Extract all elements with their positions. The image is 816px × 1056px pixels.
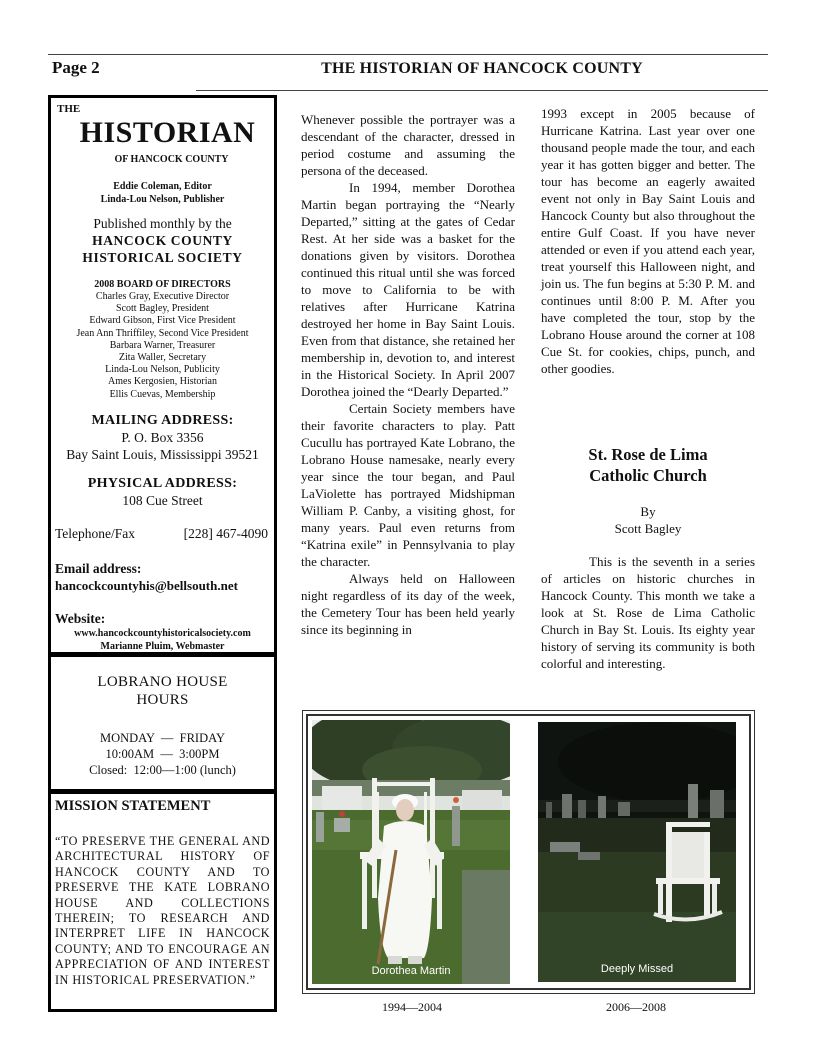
paragraph: Whenever possible the portrayer was a descendant of the character, dressed in period costume and assuming the persona of the deceased. — [301, 112, 515, 178]
director: Ellis Cuevas, Membership — [109, 388, 216, 400]
directors-list — [51, 291, 274, 401]
byline-by: By — [640, 504, 656, 519]
st-rose-title-2: Catholic Church — [589, 466, 707, 485]
director: Edward Gibson, First Vice President — [89, 315, 236, 327]
lobrano-hours: 10:00AM — 3:00PM — [105, 747, 220, 761]
website-url[interactable]: www.hancockcountyhistoricalsociety.com — [74, 628, 251, 639]
st-rose-title-1: St. Rose de Lima — [588, 445, 708, 464]
article-column-2 — [541, 105, 755, 377]
lobrano-days: MONDAY — FRIDAY — [99, 731, 226, 745]
published-line: Published monthly by the — [93, 216, 232, 231]
email-address[interactable]: hancockcountyhis@bellsouth.net — [55, 578, 238, 593]
article-column-1 — [301, 111, 515, 638]
byline-author: Scott Bagley — [614, 521, 682, 536]
photo-dorothea-martin-image — [312, 720, 510, 984]
editor: Eddie Coleman, Editor — [113, 181, 212, 192]
mailing-line-2: Bay Saint Louis, Mississippi 39521 — [66, 447, 259, 462]
paragraph: 1993 except in 2005 because of Hurricane Katrina. Last year over one thousand people made the tour, and each year it has gotten bigger and better. The tour has become an eagerly awaited event not only in Bay Saint Louis and Hancock County but also throughout the entire Gulf Coast. If you have never attended or even if you attend each year, treat yourself this Halloween night, and join us. The fun begins at 5:30 P. M. and continues until 8:00 P. M. After you have completed the tour, stop by the Lobrano House around the corner at 108 Cue St. for cookies, chips, punch, and other goodies. — [541, 106, 755, 376]
sidebar-the: THE — [57, 103, 81, 115]
masthead-title: THE HISTORIAN OF HANCOCK COUNTY — [321, 60, 643, 77]
paragraph: This is the seventh in a series of articles on historic churches in Hancock County. This month we take a look at St. Rose de Lima Catholic Church in Bay St. Louis. Its eighty year history of serving its community is both colorful and interesting. — [541, 554, 755, 671]
lobrano-closed: Closed: 12:00—1:00 (lunch) — [89, 763, 236, 777]
mailing-line-1: P. O. Box 3356 — [121, 430, 204, 445]
telephone-row — [55, 526, 268, 542]
director: Charles Gray, Executive Director — [95, 291, 230, 302]
society-line-1: HANCOCK COUNTY — [92, 233, 233, 248]
lobrano-hours-box — [48, 654, 277, 792]
email-heading: Email address: — [55, 561, 142, 576]
photo-deeply-missed — [538, 722, 736, 982]
photo-right-years: 2006—2008 — [606, 1000, 666, 1014]
physical-line: 108 Cue Street — [122, 493, 203, 508]
photo-deeply-missed-image — [538, 722, 736, 982]
masthead-rule — [196, 90, 768, 91]
mission-text: “TO PRESERVE THE GENERAL AND ARCHITECTURAL HISTORY OF HANCOCK COUNTY AND TO PRESERVE THE KATE LOBRANO HOUSE AND COLLECTIONS THEREIN; TO RESEARCH AND INTERPRET LIFE IN HANCOCK COUNTY; AND TO ENCOURAGE AN APPRECIATION OF AND INTEREST IN HISTORICAL PRESERVATION.” — [55, 834, 270, 987]
photo-left-years: 1994—2004 — [382, 1000, 442, 1014]
telephone-value: [228] 467-4090 — [183, 526, 268, 541]
director: Scott Bagley, President — [116, 303, 209, 315]
telephone-label: Telephone/Fax — [55, 526, 136, 541]
website-heading: Website: — [55, 611, 106, 626]
mission-box — [48, 791, 277, 1012]
paragraph: Always held on Halloween night regardless of its day of the week, the Cemetery Tour has been held yearly since its beginning in — [301, 571, 515, 637]
publisher: Linda-Lou Nelson, Publisher — [100, 194, 225, 205]
director: Jean Ann Thriffiley, Second Vice President — [76, 327, 249, 339]
webmaster: Marianne Pluim, Webmaster — [100, 641, 225, 652]
sidebar-subtitle: OF HANCOCK COUNTY — [114, 154, 229, 165]
mailing-heading: MAILING ADDRESS: — [91, 413, 234, 428]
byline — [541, 503, 755, 537]
paragraph: Certain Society members have their favorite characters to play. Patt Cucullu has portrayed Kate Lobrano, the Lobrano House namesake, nearly every year since the tour began, and Paul LaViolette has portrayed Midshipman William P. Canby, a visiting ghost, for many years. Paul even returns from “Katrina exile” in Pennsylvania to play the character. — [301, 401, 515, 569]
paragraph: In 1994, member Dorothea Martin began portraying the “Nearly Departed,” sitting at the gates of Cedar Rest. At her side was a basket for the donations given by visitors. Dorothea continued this ritual until she was forced to move to California to be with relatives after Hurricane Katrina destroyed her home in Bay Saint Louis. Even from that distance, she retained her membership in, devotion to, and interest in the Historical Society. In April 2007 Dorothea joined the “Dearly Departed.” — [301, 180, 515, 399]
mission-title: MISSION STATEMENT — [55, 798, 211, 814]
photo-dorothea-martin — [312, 720, 510, 984]
page-number: Page 2 — [52, 58, 100, 77]
director: Barbara Warner, Treasurer — [109, 339, 216, 351]
top-rule — [48, 54, 768, 55]
society-line-2: HISTORICAL SOCIETY — [82, 250, 243, 265]
photo-right-caption: Deeply Missed — [600, 963, 674, 975]
photo-left-caption: Dorothea Martin — [371, 965, 451, 977]
st-rose-heading — [541, 444, 755, 486]
info-box — [48, 95, 277, 655]
lobrano-title-2: HOURS — [136, 692, 189, 708]
sidebar-title: HISTORIAN — [79, 116, 256, 149]
director: Ames Kergosien, Historian — [108, 376, 217, 388]
st-rose-article — [541, 553, 755, 672]
physical-heading: PHYSICAL ADDRESS: — [87, 476, 238, 491]
lobrano-title-1: LOBRANO HOUSE — [97, 674, 228, 690]
board-heading: 2008 BOARD OF DIRECTORS — [94, 279, 231, 290]
director: Zita Waller, Secretary — [118, 352, 207, 364]
director: Linda-Lou Nelson, Publicity — [105, 364, 220, 376]
